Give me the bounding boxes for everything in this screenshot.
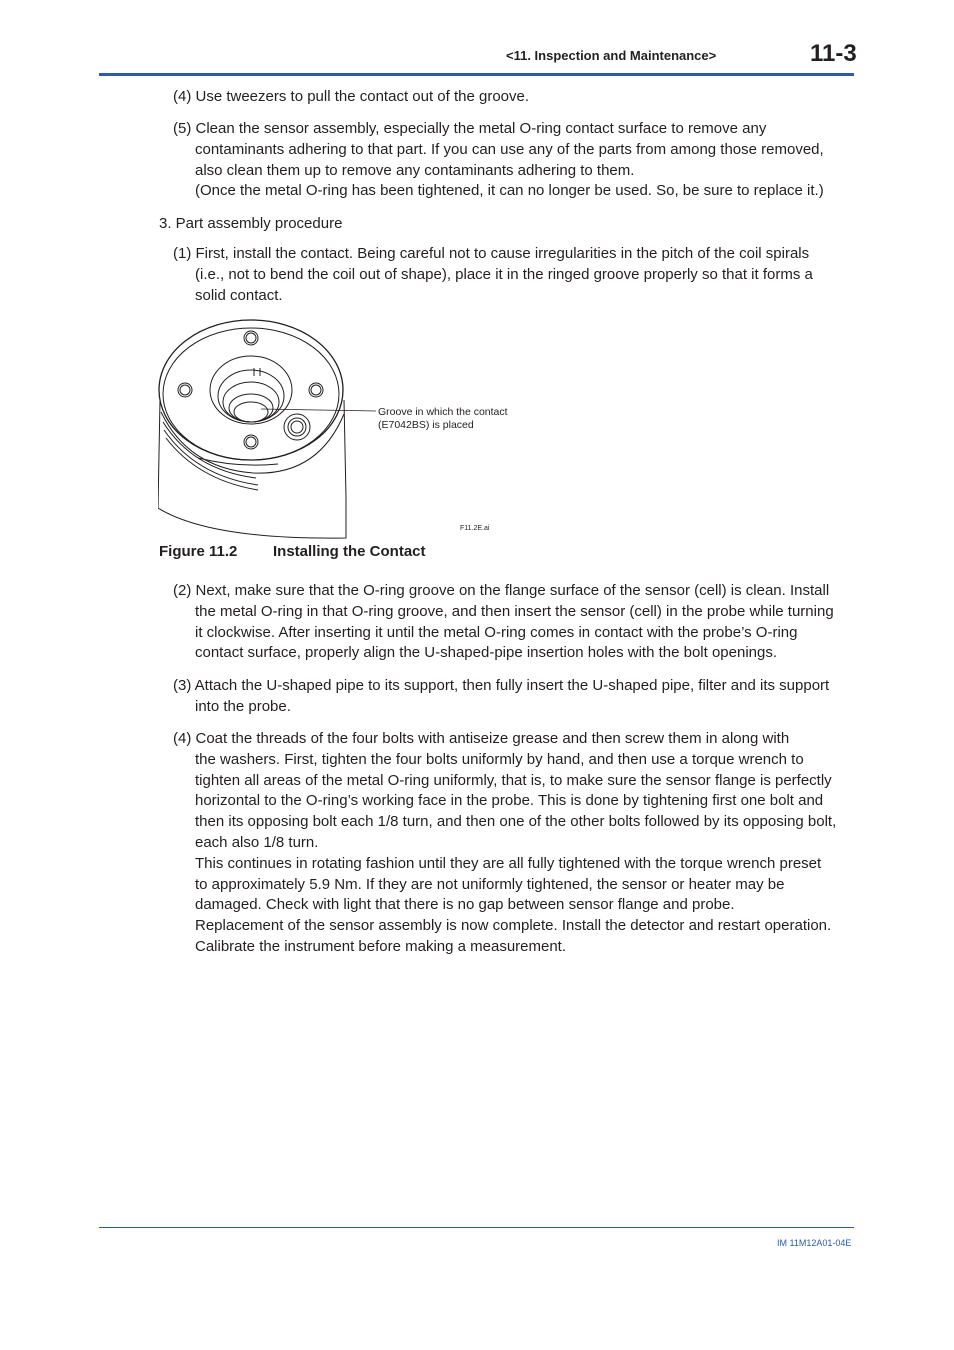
step-5-clean-sensor: (5) Clean the sensor assembly, especially the metal O-ring contact surface to remove any contaminants adhering to that part. If you can use any of the parts from among those removed, also clean them up to remove any contaminants adhering to them. (Once the metal O-ring has been tightened, it can no longer be used. So, be sure to replace it.) bbox=[173, 120, 824, 200]
step-4-remove-contact: (4) Use tweezers to pull the contact out of the groove. bbox=[173, 88, 530, 105]
step-3-attach-pipe: (3) Attach the U-shaped pipe to its support, then fully insert the U-shaped pipe, filter and its support into the probe. bbox=[173, 677, 830, 715]
section-heading-assembly: 3. Part assembly procedure bbox=[159, 215, 343, 232]
step-1-install-contact: (1) First, install the contact. Being careful not to cause irregularities in the pitch of the coil spirals (i.e., not to bend the coil out of shape), place it in the ringed groove properly so that it forms a solid contact. bbox=[173, 245, 813, 304]
header-rule bbox=[99, 73, 854, 76]
step-4-tighten-bolts: (4) Coat the threads of the four bolts with antiseize grease and then screw them in along with the washers. First, tighten the four bolts uniformly by hand, and then use a torque wrench to tighten all areas of the metal O-ring uniformly, that is, to make sure the sensor flange is perfectly horizontal to the O-ring’s working face in the probe. This is done by tightening first one bolt and then its opposing bolt each 1/8 turn, and then one of the other bolts followed by its opposing bolt, each also 1/8 turn. This continues in rotating fashion until they are all fully tightened with the torque wrench preset to approximately 5.9 Nm. If they are not uniformly tightened, the sensor or heater may be damaged. Check with light that there is no gap between sensor flange and probe. Replacement of the sensor assembly is now complete. Install the detector and restart operation. Calibrate the instrument before making a measurement. bbox=[173, 730, 837, 955]
figure-caption bbox=[159, 543, 426, 560]
figure-title: Installing the Contact bbox=[273, 543, 426, 560]
footer-rule bbox=[99, 1227, 854, 1228]
figure-number: Figure 11.2 bbox=[159, 543, 238, 560]
figure-file-id: F11.2E.ai bbox=[460, 525, 490, 532]
step-2-install-oring: (2) Next, make sure that the O-ring groove on the flange surface of the sensor (cell) is clean. Install the metal O-ring in that O-ring groove, and then insert the sensor (cell) in the probe while turning it clockwise. After inserting it until the metal O-ring comes in contact with the probe’s O-ring contact surface, properly align the U-shaped-pipe insertion holes with the bolt openings. bbox=[173, 582, 834, 662]
page-number: 11-3 bbox=[810, 40, 857, 67]
figure-callout-groove: Groove in which the contact (E7042BS) is placed bbox=[378, 406, 508, 431]
running-header: <11. Inspection and Maintenance> bbox=[506, 48, 717, 63]
footer-document-id: IM 11M12A01-04E bbox=[777, 1238, 852, 1248]
